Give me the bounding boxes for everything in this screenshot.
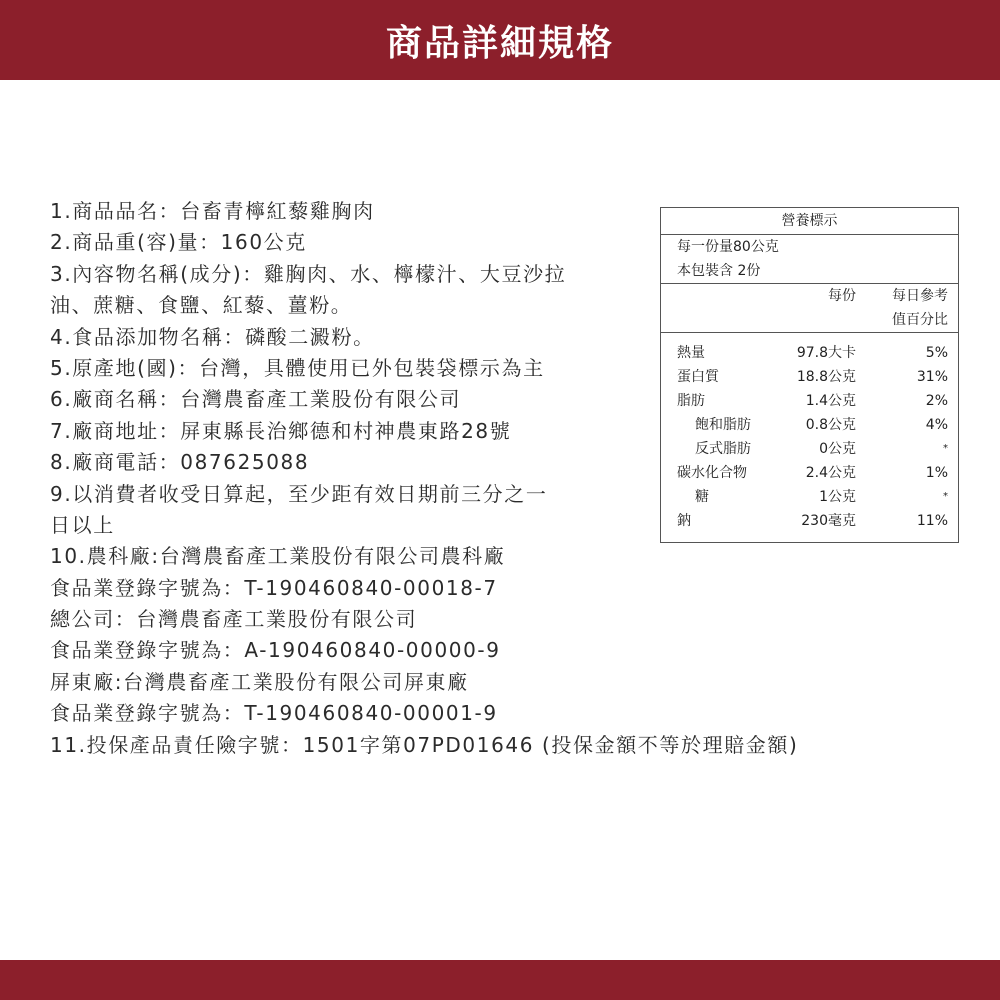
nutrient-row <box>661 461 958 485</box>
nutrient-name: 脂肪 <box>677 393 705 409</box>
spec-line: 油、蔗糖、食鹽、紅藜、薑粉。 <box>50 293 353 318</box>
nutrient-name: 飽和脂肪 <box>695 417 751 433</box>
nutrient-value: 230毫克 <box>801 513 856 529</box>
nutrient-row <box>661 365 958 389</box>
spec-line: 7.廠商地址：屏東縣長治鄉德和村神農東路28號 <box>50 418 512 443</box>
nutrient-row <box>661 485 958 509</box>
servings-per-package: 本包裝含 2份 <box>661 259 958 284</box>
nutrient-name: 鈉 <box>677 513 691 529</box>
nutrient-daily-value: * <box>943 491 948 502</box>
nutrient-value: 1.4公克 <box>805 393 856 409</box>
spec-line: 食品業登錄字號為：A-190460840-00000-9 <box>50 638 501 663</box>
nutrient-row <box>661 509 958 533</box>
spec-line: 10.農科廠:台灣農畜產工業股份有限公司農科廠 <box>50 544 506 569</box>
nutrient-name: 碳水化合物 <box>677 465 747 481</box>
nutrient-row <box>661 389 958 413</box>
nutrient-daily-value: 11% <box>916 513 948 529</box>
nutrient-row <box>661 413 958 437</box>
spec-line: 食品業登錄字號為：T-190460840-00001-9 <box>50 701 498 726</box>
nutrient-value: 18.8公克 <box>796 369 856 385</box>
nutrient-value: 97.8大卡 <box>796 345 856 361</box>
spec-line: 4.食品添加物名稱：磷酸二澱粉。 <box>50 324 375 349</box>
spec-line: 8.廠商電話：087625088 <box>50 450 310 475</box>
serving-size: 每一份量80公克 <box>677 239 779 255</box>
nutrient-row <box>661 341 958 365</box>
daily-value-header-line2: 值百分比 <box>892 312 948 328</box>
nutrient-daily-value: 1% <box>925 465 948 481</box>
daily-value-header-line1: 每日參考 <box>892 288 948 304</box>
nutrient-daily-value: 4% <box>925 417 948 433</box>
spec-line: 總公司：台灣農畜產工業股份有限公司 <box>50 607 418 632</box>
nutrient-daily-value: 31% <box>916 369 948 385</box>
page-title: 商品詳細規格 <box>385 22 614 64</box>
spec-line: 5.原產地(國)：台灣，具體使用已外包裝袋標示為主 <box>50 355 545 380</box>
spec-line: 屏東廠:台灣農畜產工業股份有限公司屏東廠 <box>50 669 469 694</box>
nutrient-daily-value: 5% <box>925 345 948 361</box>
spec-line: 9.以消費者收受日算起，至少距有效日期前三分之一 <box>50 481 548 506</box>
spec-line: 3.內容物名稱(成分)：雞胸肉、水、檸檬汁、大豆沙拉 <box>50 261 567 286</box>
spec-line: 1.商品品名：台畜青檸紅藜雞胸肉 <box>50 199 375 223</box>
nutrient-name: 熱量 <box>677 345 705 361</box>
nutrient-value: 0公克 <box>819 441 856 457</box>
nutrition-header-row-2 <box>661 308 958 333</box>
spec-line: 2.商品重(容)量：160公克 <box>50 230 307 255</box>
nutrient-row <box>661 437 958 461</box>
spec-line: 日以上 <box>50 512 115 537</box>
nutrition-title: 營養標示 <box>661 208 958 235</box>
per-serving-header: 每份 <box>828 288 856 304</box>
nutrient-name: 糖 <box>695 489 709 505</box>
spec-line: 6.廠商名稱：台灣農畜產工業股份有限公司 <box>50 387 462 412</box>
nutrient-daily-value: * <box>943 443 948 454</box>
nutrient-name: 反式脂肪 <box>695 441 751 457</box>
nutrient-daily-value: 2% <box>925 393 948 409</box>
nutrient-value: 0.8公克 <box>805 417 856 433</box>
nutrition-facts-table <box>660 207 959 543</box>
title-banner <box>0 0 1000 80</box>
nutrient-name: 蛋白質 <box>677 369 719 385</box>
footer-bar <box>0 960 1000 1000</box>
nutrition-header-row <box>661 284 958 308</box>
nutrient-value: 1公克 <box>819 489 856 505</box>
spec-line: 11.投保產品責任險字號：1501字第07PD01646 (投保金額不等於理賠金額) <box>50 732 799 757</box>
nutrient-value: 2.4公克 <box>805 465 856 481</box>
spec-line: 食品業登錄字號為：T-190460840-00018-7 <box>50 575 498 600</box>
